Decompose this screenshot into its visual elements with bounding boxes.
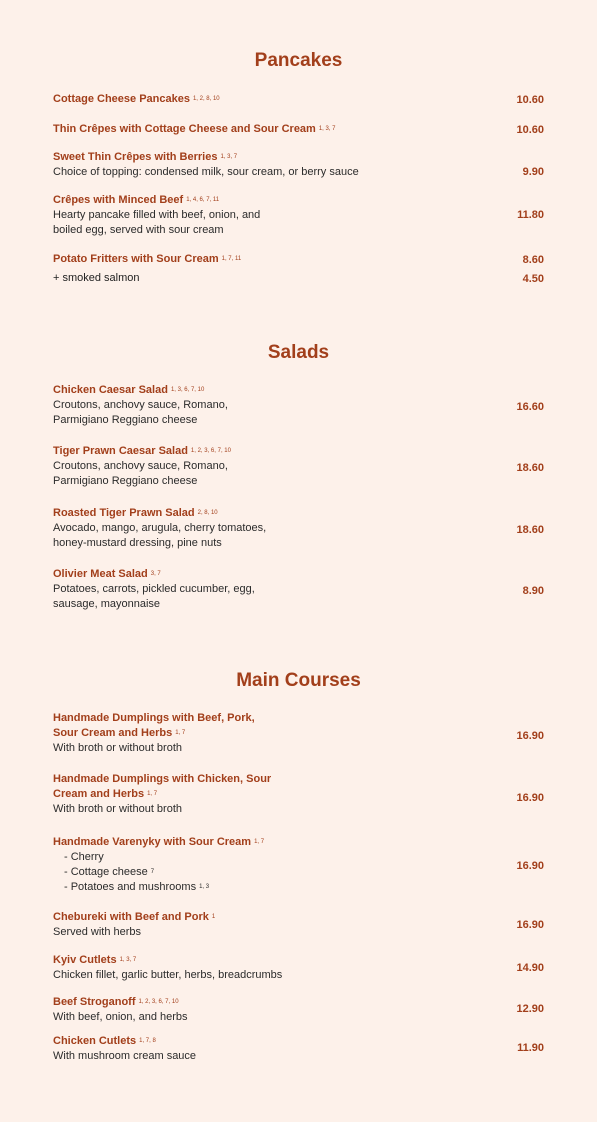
item-price: 12.90 xyxy=(516,1003,544,1015)
item-name: Cottage Cheese Pancakes xyxy=(53,93,190,105)
item-price: 16.90 xyxy=(516,860,544,872)
allergen-codes: 1, 7, 8 xyxy=(139,1038,156,1044)
menu-item xyxy=(53,150,544,180)
item-price: 16.90 xyxy=(516,730,544,742)
menu-item xyxy=(53,193,544,238)
item-description: With beef, onion, and herbs xyxy=(53,1011,188,1023)
addon-label: + smoked salmon xyxy=(53,272,140,284)
menu-item xyxy=(53,995,544,1025)
pancakes-section xyxy=(0,50,597,72)
addon-price: 4.50 xyxy=(522,273,544,285)
menu-item xyxy=(53,835,544,895)
item-name: Chicken Cutlets xyxy=(53,1035,137,1047)
allergen-codes: 1, 4, 6, 7, 11 xyxy=(186,197,220,203)
allergen-codes: 2, 8, 10 xyxy=(197,510,218,516)
allergen-codes: 1, 7 xyxy=(254,839,265,845)
allergen-codes: 1, 3, 6, 7, 10 xyxy=(170,387,205,393)
item-description: With broth or without broth xyxy=(53,742,183,754)
item-name: Potato Fritters with Sour Cream xyxy=(53,253,219,265)
sub-option: - Cherry xyxy=(64,851,104,863)
item-name: Sour Cream and Herbs xyxy=(53,727,173,739)
allergen-codes: 1, 7 xyxy=(147,791,158,797)
allergen-codes: 1, 3, 7 xyxy=(220,154,238,160)
item-name: Handmade Dumplings with Beef, Pork, xyxy=(53,712,255,724)
item-description: Croutons, anchovy sauce, Romano, xyxy=(53,460,228,472)
menu-item xyxy=(53,910,544,940)
item-description: Parmigiano Reggiano cheese xyxy=(53,414,198,426)
item-name: Chicken Caesar Salad xyxy=(53,384,168,396)
item-price: 16.90 xyxy=(516,792,544,804)
item-price: 16.90 xyxy=(516,919,544,931)
item-name: Sweet Thin Crêpes with Berries xyxy=(53,151,218,163)
menu-item xyxy=(53,711,544,756)
item-price: 10.60 xyxy=(516,94,544,106)
allergen-codes: 1, 7 xyxy=(175,730,186,736)
item-description: Served with herbs xyxy=(53,926,142,938)
allergen-codes: 1, 3, 7 xyxy=(318,126,336,132)
allergen-codes: 1, 3 xyxy=(199,884,210,890)
item-description: sausage, mayonnaise xyxy=(53,598,161,610)
menu-item xyxy=(53,506,544,551)
section-title-salads: Salads xyxy=(267,342,330,363)
menu-item xyxy=(53,444,544,489)
item-price: 16.60 xyxy=(516,401,544,413)
menu-item xyxy=(53,772,544,817)
item-description: With mushroom cream sauce xyxy=(53,1050,197,1062)
item-name: Handmade Dumplings with Chicken, Sour xyxy=(53,773,272,785)
item-price: 9.90 xyxy=(522,166,544,178)
menu-item xyxy=(53,383,544,428)
item-name: Beef Stroganoff xyxy=(53,996,136,1008)
menu-item xyxy=(53,252,544,267)
item-description: Choice of topping: condensed milk, sour cream, or berry sauce xyxy=(53,166,359,178)
item-name: Roasted Tiger Prawn Salad xyxy=(53,507,195,519)
section-title-pancakes: Pancakes xyxy=(254,50,343,71)
section-title-mains: Main Courses xyxy=(236,670,361,691)
item-price: 14.90 xyxy=(516,962,544,974)
mains-section xyxy=(0,670,597,692)
item-name: Thin Crêpes with Cottage Cheese and Sour Cream xyxy=(53,123,316,135)
menu-item xyxy=(53,92,544,107)
item-price: 10.60 xyxy=(516,124,544,136)
item-price: 18.60 xyxy=(516,524,544,536)
allergen-codes: 1, 7, 11 xyxy=(221,256,242,262)
allergen-codes: 1, 3, 7 xyxy=(119,957,137,963)
item-name: Kyiv Cutlets xyxy=(53,954,117,966)
allergen-codes: 1, 2, 3, 6, 7, 10 xyxy=(190,448,231,454)
item-price: 18.60 xyxy=(516,462,544,474)
item-description: Chicken fillet, garlic butter, herbs, breadcrumbs xyxy=(53,969,283,981)
addon-item xyxy=(53,272,544,284)
item-price: 11.80 xyxy=(517,209,544,221)
item-name: Cream and Herbs xyxy=(53,788,145,800)
item-description: With broth or without broth xyxy=(53,803,183,815)
item-price: 8.90 xyxy=(522,585,544,597)
item-description: Potatoes, carrots, pickled cucumber, egg, xyxy=(53,583,255,595)
allergen-codes: 3, 7 xyxy=(150,571,161,577)
item-description: honey-mustard dressing, pine nuts xyxy=(53,537,222,549)
menu-item xyxy=(53,567,544,612)
allergen-codes: 7 xyxy=(150,869,155,875)
salads-section xyxy=(0,342,597,364)
item-description: Avocado, mango, arugula, cherry tomatoes, xyxy=(53,522,267,534)
item-price: 11.90 xyxy=(517,1042,544,1054)
menu-item xyxy=(53,122,544,137)
menu-item xyxy=(53,953,544,983)
item-name: Tiger Prawn Caesar Salad xyxy=(53,445,188,457)
item-name: Olivier Meat Salad xyxy=(53,568,148,580)
item-name: Handmade Varenyky with Sour Cream xyxy=(53,836,252,848)
item-name: Chebureki with Beef and Pork xyxy=(53,911,209,923)
item-description: Croutons, anchovy sauce, Romano, xyxy=(53,399,228,411)
allergen-codes: 1, 2, 8, 10 xyxy=(192,96,220,102)
item-description: Hearty pancake filled with beef, onion, and xyxy=(53,209,261,221)
item-price: 8.60 xyxy=(522,254,544,266)
allergen-codes: 1, 2, 3, 6, 7, 10 xyxy=(138,999,179,1005)
menu-item xyxy=(53,1034,544,1064)
allergen-codes: 1 xyxy=(211,914,216,920)
item-description: boiled egg, served with sour cream xyxy=(53,224,224,236)
item-name: Crêpes with Minced Beef xyxy=(53,194,184,206)
sub-option: - Cottage cheese 7 xyxy=(64,866,155,878)
item-description: Parmigiano Reggiano cheese xyxy=(53,475,198,487)
sub-option: - Potatoes and mushrooms 1, 3 xyxy=(64,881,210,893)
